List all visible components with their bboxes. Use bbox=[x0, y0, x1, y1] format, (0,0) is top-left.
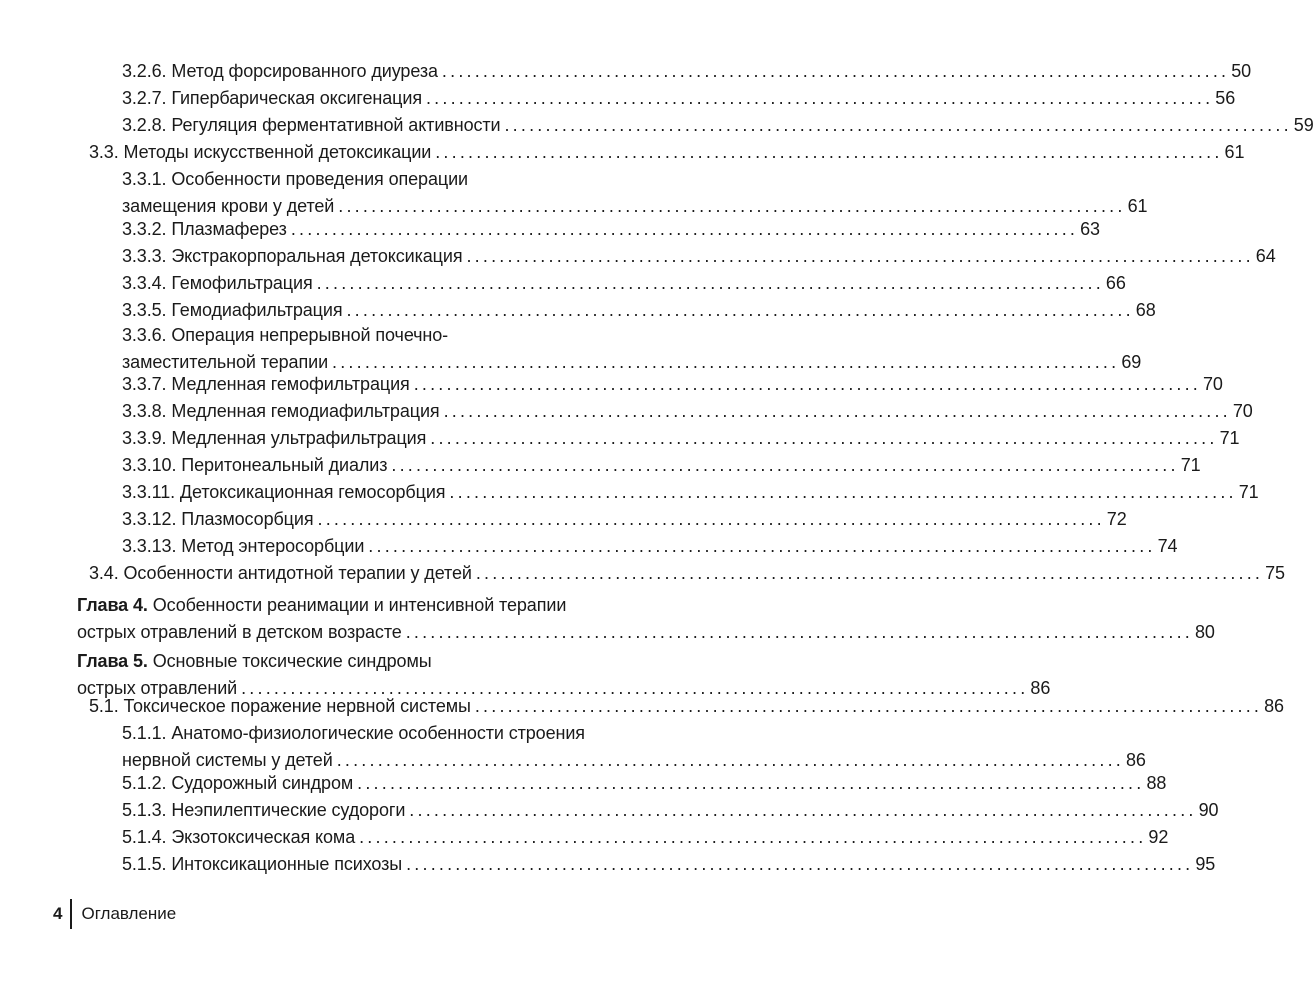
toc-chapter-entry[interactable] bbox=[77, 592, 1215, 646]
dot-leader: ................................................................................................ bbox=[405, 622, 1193, 642]
toc-entry[interactable] bbox=[122, 824, 1169, 851]
entry-title: Особенности антидотной терапии у детей bbox=[123, 563, 472, 583]
entry-title: Перитонеальный диализ bbox=[181, 455, 388, 475]
entry-title-line1: Операция непрерывной почечно- bbox=[171, 325, 449, 345]
toc-entry[interactable] bbox=[122, 452, 1201, 479]
entry-page: 74 bbox=[1157, 536, 1178, 556]
entry-number: 5.1.2. bbox=[122, 773, 167, 793]
toc-entry[interactable] bbox=[89, 693, 1284, 720]
dot-leader: ................................................................................................ bbox=[317, 509, 1105, 529]
entry-number: 3.3.7. bbox=[122, 374, 167, 394]
entry-title: замещения крови у детей bbox=[122, 196, 335, 216]
toc-entry[interactable] bbox=[122, 322, 1142, 376]
dot-leader: ................................................................................................ bbox=[338, 196, 1126, 216]
entry-number: 3.4. bbox=[89, 563, 119, 583]
entry-number: 3.3.4. bbox=[122, 273, 167, 293]
entry-number: 3.3.6. bbox=[122, 325, 167, 345]
toc-entry[interactable] bbox=[122, 243, 1276, 270]
toc-entry[interactable] bbox=[122, 797, 1219, 824]
dot-leader: ................................................................................................ bbox=[409, 800, 1197, 820]
toc-entry[interactable] bbox=[122, 506, 1127, 533]
entry-title-line1: Основные токсические синдромы bbox=[152, 651, 432, 671]
toc-entry[interactable] bbox=[122, 770, 1167, 797]
toc-entry[interactable] bbox=[122, 112, 1314, 139]
dot-leader: ................................................................................................ bbox=[474, 696, 1263, 716]
entry-number: 3.2.7. bbox=[122, 88, 167, 108]
toc-entry[interactable] bbox=[122, 85, 1236, 112]
entry-number: 3.2.8. bbox=[122, 115, 167, 135]
dot-leader: ................................................................................................ bbox=[359, 827, 1147, 847]
dot-leader: ................................................................................................ bbox=[475, 563, 1264, 583]
entry-title: Метод энтеросорбции bbox=[181, 536, 365, 556]
toc-entry[interactable] bbox=[89, 560, 1285, 587]
toc-entry[interactable] bbox=[89, 139, 1245, 166]
entry-number: 3.3.3. bbox=[122, 246, 167, 266]
dot-leader: ................................................................................................ bbox=[346, 300, 1134, 320]
entry-page: 71 bbox=[1219, 428, 1240, 448]
entry-number: 3.3.12. bbox=[122, 509, 177, 529]
dot-leader: ................................................................................................ bbox=[441, 61, 1230, 81]
entry-page: 61 bbox=[1127, 196, 1148, 216]
entry-page: 72 bbox=[1106, 509, 1127, 529]
entry-number: 5.1.1. bbox=[122, 723, 167, 743]
entry-number: 5.1. bbox=[89, 696, 119, 716]
footer-divider bbox=[70, 899, 72, 929]
dot-leader: ................................................................................................ bbox=[443, 401, 1231, 421]
entry-title: острых отравлений в детском возрасте bbox=[77, 622, 402, 642]
entry-title-line1: Анатомо-физиологические особенности строения bbox=[171, 723, 585, 743]
entry-number: 3.3.13. bbox=[122, 536, 177, 556]
entry-page: 80 bbox=[1194, 622, 1215, 642]
entry-title: нервной системы у детей bbox=[122, 750, 333, 770]
dot-leader: ................................................................................................ bbox=[357, 773, 1145, 793]
entry-title-line1: Особенности проведения операции bbox=[171, 169, 468, 189]
entry-title: Медленная ультрафильтрация bbox=[171, 428, 427, 448]
entry-title-line1: Особенности реанимации и интенсивной терапии bbox=[152, 595, 567, 615]
entry-title: Токсическое поражение нервной системы bbox=[123, 696, 471, 716]
entry-page: 92 bbox=[1148, 827, 1169, 847]
entry-page: 70 bbox=[1203, 374, 1223, 394]
entry-title: Экзотоксическая кома bbox=[171, 827, 356, 847]
toc-entry[interactable] bbox=[122, 425, 1240, 452]
toc-entry[interactable] bbox=[122, 270, 1126, 297]
entry-page: 71 bbox=[1180, 455, 1201, 475]
entry-page: 63 bbox=[1080, 219, 1100, 239]
entry-page: 69 bbox=[1121, 352, 1142, 372]
entry-page: 71 bbox=[1238, 482, 1259, 502]
page-number: 4 bbox=[53, 904, 63, 923]
entry-title: Регуляция ферментативной активности bbox=[171, 115, 501, 135]
entry-number: 3.3.8. bbox=[122, 401, 167, 421]
dot-leader: ................................................................................................ bbox=[241, 678, 1029, 698]
dot-leader: ................................................................................................ bbox=[430, 428, 1218, 448]
dot-leader: ................................................................................................ bbox=[504, 115, 1292, 135]
entry-page: 86 bbox=[1030, 678, 1051, 698]
entry-number: 3.3.5. bbox=[122, 300, 167, 320]
dot-leader: ................................................................................................ bbox=[406, 854, 1194, 874]
dot-leader: ................................................................................................ bbox=[332, 352, 1120, 372]
entry-title: Плазмосорбция bbox=[181, 509, 314, 529]
entry-number: 3.3.9. bbox=[122, 428, 167, 448]
entry-page: 50 bbox=[1231, 61, 1252, 81]
entry-title: Неэпилептические судороги bbox=[171, 800, 406, 820]
entry-title: Плазмаферез bbox=[171, 219, 287, 239]
entry-page: 90 bbox=[1198, 800, 1219, 820]
page-footer bbox=[53, 899, 176, 929]
dot-leader: ................................................................................................ bbox=[368, 536, 1156, 556]
entry-title: Судорожный синдром bbox=[171, 773, 354, 793]
entry-number: 3.3.2. bbox=[122, 219, 167, 239]
entry-title: Гемодиафильтрация bbox=[171, 300, 343, 320]
entry-number: 5.1.5. bbox=[122, 854, 167, 874]
entry-title: Детоксикационная гемосорбция bbox=[179, 482, 446, 502]
toc-entry[interactable] bbox=[122, 166, 1148, 220]
footer-section-title: Оглавление bbox=[81, 904, 177, 923]
entry-page: 66 bbox=[1105, 273, 1126, 293]
toc-entry[interactable] bbox=[122, 398, 1253, 425]
entry-number: 3.3. bbox=[89, 142, 119, 162]
entry-page: 68 bbox=[1135, 300, 1156, 320]
entry-number: 3.2.6. bbox=[122, 61, 167, 81]
dot-leader: ................................................................................................ bbox=[466, 246, 1254, 266]
entry-number: 3.3.11. bbox=[122, 482, 176, 502]
entry-title: Интоксикационные психозы bbox=[171, 854, 403, 874]
entry-page: 88 bbox=[1146, 773, 1167, 793]
toc-entry[interactable] bbox=[122, 851, 1216, 878]
entry-number: 3.3.1. bbox=[122, 169, 167, 189]
entry-title: острых отравлений bbox=[77, 678, 238, 698]
toc-entry[interactable] bbox=[122, 371, 1223, 398]
entry-page: 64 bbox=[1255, 246, 1276, 266]
entry-title: Гемофильтрация bbox=[171, 273, 313, 293]
toc-entry[interactable] bbox=[122, 297, 1156, 324]
chapter-label: Глава 5. bbox=[77, 651, 148, 671]
chapter-label: Глава 4. bbox=[77, 595, 148, 615]
entry-page: 75 bbox=[1265, 563, 1285, 583]
entry-title: Экстракорпоральная детоксикация bbox=[171, 246, 463, 266]
entry-page: 86 bbox=[1125, 750, 1146, 770]
entry-title: заместительной терапии bbox=[122, 352, 329, 372]
entry-number: 5.1.4. bbox=[122, 827, 167, 847]
entry-page: 56 bbox=[1215, 88, 1236, 108]
entry-title: Метод форсированного диуреза bbox=[171, 61, 438, 81]
dot-leader: ................................................................................................ bbox=[435, 142, 1223, 162]
entry-page: 61 bbox=[1224, 142, 1245, 162]
entry-page: 86 bbox=[1264, 696, 1284, 716]
entry-title: Медленная гемофильтрация bbox=[171, 374, 410, 394]
dot-leader: ................................................................................................ bbox=[316, 273, 1104, 293]
dot-leader: ................................................................................................ bbox=[425, 88, 1214, 108]
dot-leader: ................................................................................................ bbox=[449, 482, 1237, 502]
toc-entry[interactable] bbox=[122, 720, 1146, 774]
entry-page: 95 bbox=[1195, 854, 1216, 874]
entry-title: Гипербарическая оксигенация bbox=[171, 88, 422, 108]
dot-leader: ................................................................................................ bbox=[336, 750, 1124, 770]
toc-entry[interactable] bbox=[122, 58, 1252, 85]
dot-leader: ................................................................................................ bbox=[391, 455, 1179, 475]
entry-title: Методы искусственной детоксикации bbox=[123, 142, 432, 162]
toc-entry[interactable] bbox=[122, 533, 1178, 560]
toc-entry[interactable] bbox=[122, 479, 1259, 506]
dot-leader: ................................................................................................ bbox=[413, 374, 1201, 394]
entry-title: Медленная гемодиафильтрация bbox=[171, 401, 440, 421]
dot-leader: ................................................................................................ bbox=[290, 219, 1079, 239]
entry-page: 59 bbox=[1293, 115, 1314, 135]
entry-page: 70 bbox=[1232, 401, 1253, 421]
entry-number: 3.3.10. bbox=[122, 455, 177, 475]
entry-number: 5.1.3. bbox=[122, 800, 167, 820]
toc-entry[interactable] bbox=[122, 216, 1100, 243]
